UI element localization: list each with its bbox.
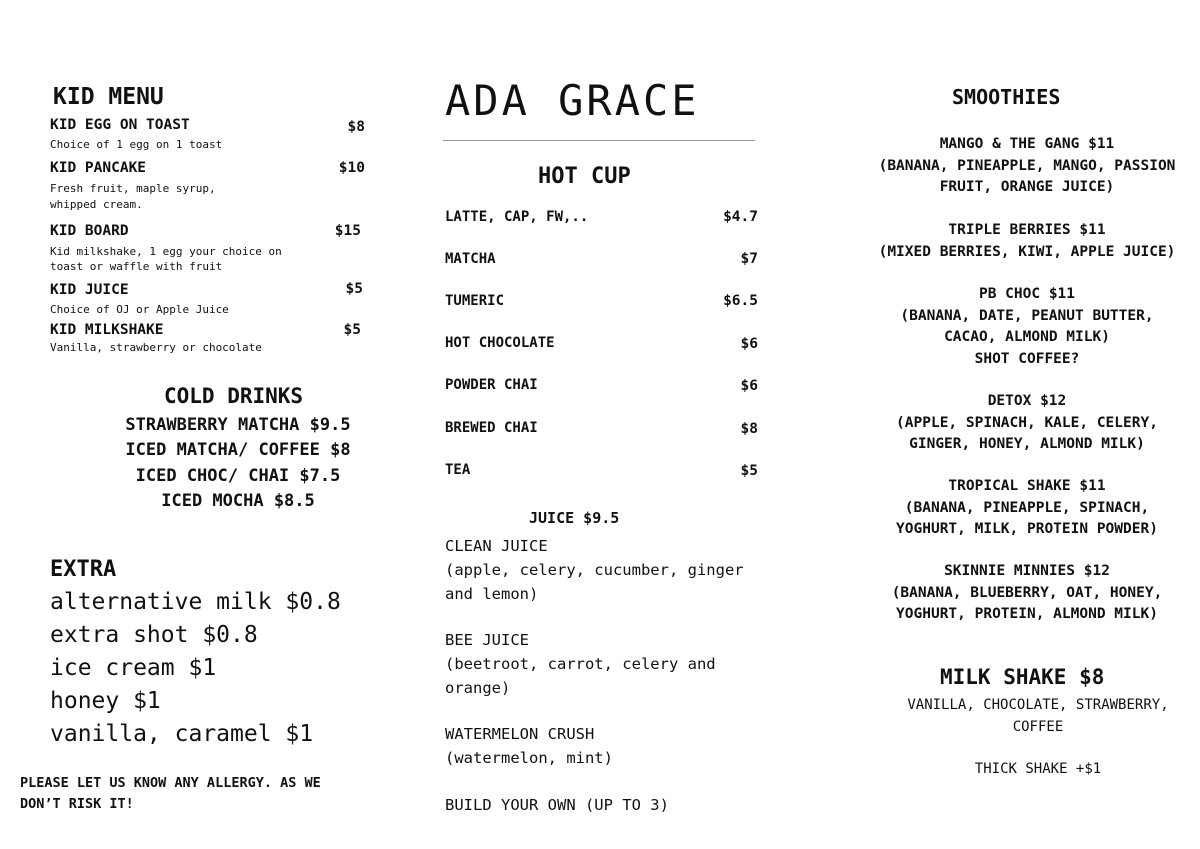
hot-cup-title: HOT CUP: [538, 164, 631, 189]
hot-cup-item-name: MATCHA: [445, 251, 496, 267]
hot-cup-item-price: $6: [740, 336, 758, 352]
kid-board-desc-line-2: toast or waffle with fruit: [50, 260, 223, 273]
kid-pancake-desc-line-2: whipped cream.: [50, 198, 143, 211]
extra-title: EXTRA: [50, 557, 117, 582]
cold-drink-item: ICED MOCHA $8.5: [161, 491, 315, 511]
milk-shake-title: MILK SHAKE $8: [940, 665, 1105, 689]
hot-cup-item-name: BREWED CHAI: [445, 420, 538, 436]
kid-juice-name: KID JUICE: [50, 282, 129, 298]
kid-milkshake-price: $5: [343, 322, 361, 338]
allergy-note-line-1: PLEASE LET US KNOW ANY ALLERGY. AS WE: [20, 775, 321, 791]
extra-item: extra shot $0.8: [50, 622, 258, 648]
smoothie-item-detox: DETOX $12 (APPLE, SPINACH, KALE, CELERY, GINGER, HONEY, ALMOND MILK): [896, 393, 1158, 452]
extra-item: alternative milk $0.8: [50, 589, 341, 615]
title-divider: [443, 140, 755, 141]
kid-menu-title: KID MENU: [53, 84, 164, 110]
smoothie-item-tropical-shake: TROPICAL SHAKE $11 (BANANA, PINEAPPLE, SPINACH, YOGHURT, MILK, PROTEIN POWDER): [896, 478, 1158, 537]
kid-milkshake-desc: Vanilla, strawberry or chocolate: [50, 341, 262, 354]
juice-item-bee-juice: BEE JUICE (beetroot, carrot, celery and orange): [445, 631, 716, 697]
smoothie-item-skinnie-minnies: SKINNIE MINNIES $12 (BANANA, BLUEBERRY, OAT, HONEY, YOGHURT, PROTEIN, ALMOND MILK): [891, 563, 1163, 622]
thick-shake-note: THICK SHAKE +$1: [974, 761, 1102, 777]
milk-shake-flavours: VANILLA, CHOCOLATE, STRAWBERRY, COFFEE: [907, 697, 1169, 735]
extra-item: honey $1: [50, 688, 161, 714]
juice-title: JUICE $9.5: [529, 509, 620, 527]
brand-title: ADA GRACE: [445, 76, 700, 125]
smoothie-item-mango-and-the-gang: MANGO & THE GANG $11 (BANANA, PINEAPPLE, MANGO, PASSION FRUIT, ORANGE JUICE): [878, 136, 1176, 195]
kid-egg-on-toast-price: $8: [347, 119, 365, 135]
smoothie-item-pb-choc: PB CHOC $11 (BANANA, DATE, PEANUT BUTTER, CACAO, ALMOND MILK) SHOT COFFEE?: [900, 286, 1154, 367]
extra-item: ice cream $1: [50, 655, 217, 681]
hot-cup-item-name: TUMERIC: [445, 293, 505, 309]
hot-cup-item-price: $6: [740, 378, 758, 394]
smoothies-title: SMOOTHIES: [952, 85, 1061, 109]
cold-drink-item: ICED MATCHA/ COFFEE $8: [125, 440, 351, 460]
juice-item-build-your-own: BUILD YOUR OWN (UP TO 3): [445, 796, 669, 814]
kid-pancake-price: $10: [338, 160, 365, 176]
hot-cup-item-name: POWDER CHAI: [445, 377, 538, 393]
kid-pancake-desc-line-1: Fresh fruit, maple syrup,: [50, 182, 216, 195]
hot-cup-item-name: LATTE, CAP, FW,..: [445, 209, 589, 225]
hot-cup-item-name: HOT CHOCOLATE: [445, 335, 555, 351]
kid-pancake-name: KID PANCAKE: [50, 160, 147, 176]
juice-item-watermelon-crush: WATERMELON CRUSH (watermelon, mint): [445, 725, 613, 767]
kid-juice-desc: Choice of OJ or Apple Juice: [50, 303, 229, 316]
hot-cup-item-name: TEA: [445, 462, 471, 478]
kid-board-desc-line-1: Kid milkshake, 1 egg your choice on: [50, 245, 282, 258]
kid-board-name: KID BOARD: [50, 223, 129, 239]
hot-cup-item-price: $4.7: [723, 209, 758, 225]
allergy-note-line-2: DON’T RISK IT!: [20, 796, 134, 812]
cold-drink-item: ICED CHOC/ CHAI $7.5: [135, 466, 341, 486]
hot-cup-item-price: $7: [740, 251, 758, 267]
kid-juice-price: $5: [345, 281, 363, 297]
cold-drink-item: STRAWBERRY MATCHA $9.5: [125, 415, 351, 435]
smoothie-item-triple-berries: TRIPLE BERRIES $11 (MIXED BERRIES, KIWI, APPLE JUICE): [878, 222, 1176, 260]
hot-cup-item-price: $6.5: [723, 293, 758, 309]
kid-milkshake-name: KID MILKSHAKE: [50, 322, 164, 338]
hot-cup-item-price: $8: [740, 421, 758, 437]
kid-egg-on-toast-name: KID EGG ON TOAST: [50, 117, 190, 133]
kid-egg-on-toast-desc: Choice of 1 egg on 1 toast: [50, 138, 223, 151]
juice-item-clean-juice: CLEAN JUICE (apple, celery, cucumber, ginger and lemon): [445, 537, 744, 603]
hot-cup-item-price: $5: [740, 463, 758, 479]
extra-item: vanilla, caramel $1: [50, 721, 314, 747]
kid-board-price: $15: [334, 223, 361, 239]
cold-drinks-title: COLD DRINKS: [164, 384, 304, 408]
